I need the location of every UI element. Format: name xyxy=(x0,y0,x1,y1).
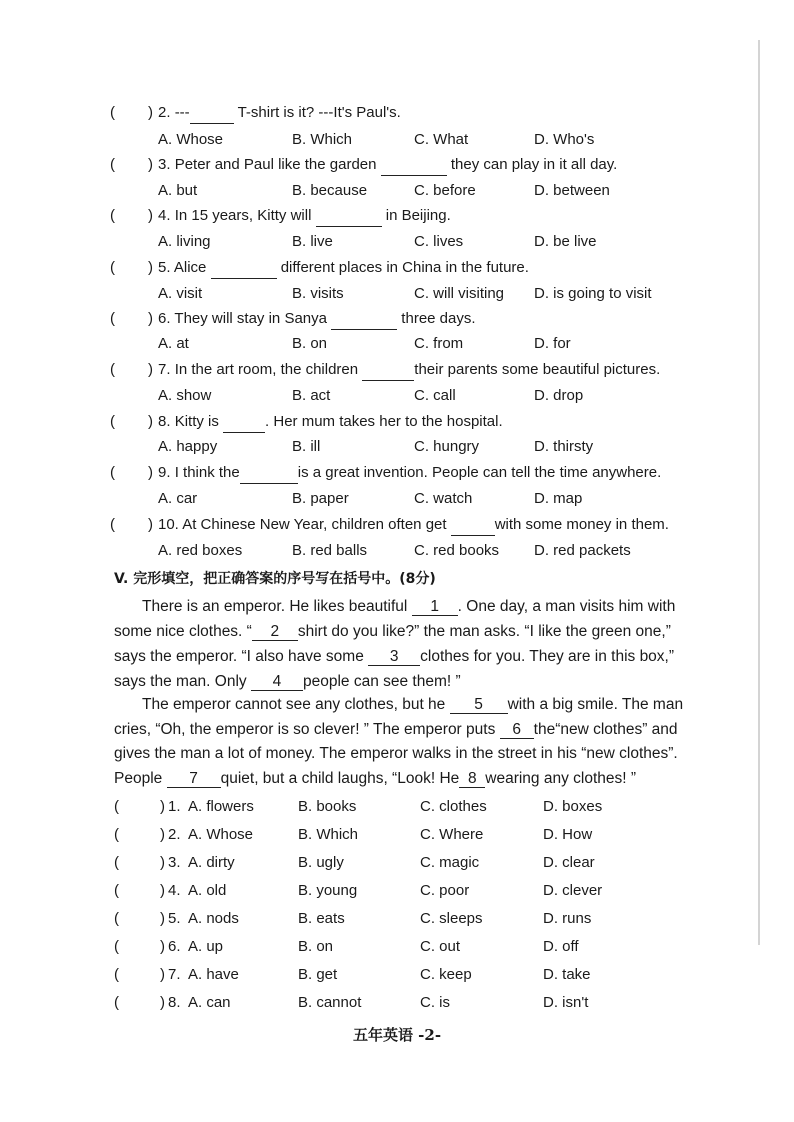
option-text: D. isn't xyxy=(543,994,589,1011)
passage-text: There is an emperor. He likes beautiful xyxy=(142,598,412,615)
stem-text: they can play in it all day. xyxy=(446,156,618,173)
passage-text: shirt do you like?” the man asks. “I like the green one,” xyxy=(297,623,671,640)
option-text: B. books xyxy=(298,798,357,815)
stem-text: different places in China in the future. xyxy=(276,259,529,276)
passage-text: people can see them! ” xyxy=(302,673,461,690)
options-row xyxy=(0,181,794,201)
option-text: D. clever xyxy=(543,882,603,899)
option-text: C. clothes xyxy=(420,798,487,815)
cloze-blank-number: 1 xyxy=(412,599,458,616)
answer-bracket-close: ) xyxy=(160,994,165,1011)
stem-text: I think the xyxy=(174,464,240,481)
cloze-question-row xyxy=(0,881,794,901)
option-text: D. thirsty xyxy=(534,438,594,455)
option-text: C. is xyxy=(420,994,450,1011)
question-number: 4. xyxy=(158,207,175,224)
cloze-question-row xyxy=(0,853,794,873)
option-text: A. nods xyxy=(188,910,239,927)
passage-text: gives the man a lot of money. The emperor walks in the street in his “new clothes”. xyxy=(114,745,678,762)
stem-text: . Her mum takes her to the hospital. xyxy=(265,413,503,430)
stem-text: Peter and Paul like the garden xyxy=(174,156,381,173)
options-row xyxy=(0,541,794,561)
option-text: B. Which xyxy=(292,131,353,148)
option-text: C. poor xyxy=(420,882,470,899)
cloze-question-row xyxy=(0,965,794,985)
answer-bracket-open[interactable]: ( xyxy=(114,938,119,955)
option-text: D. runs xyxy=(543,910,592,927)
options-row xyxy=(0,284,794,304)
stem-text: is a great invention. People can tell the time anywhere. xyxy=(297,464,662,481)
cloze-question-row xyxy=(0,993,794,1013)
option-text: D. map xyxy=(534,490,583,507)
question-number: 8. xyxy=(158,413,175,430)
passage-line xyxy=(114,621,671,643)
question-number: 6. xyxy=(158,310,175,327)
answer-blank xyxy=(451,515,495,536)
answer-bracket-open[interactable]: ( xyxy=(110,464,115,481)
cloze-question-row xyxy=(0,797,794,817)
cloze-blank-number: 5 xyxy=(450,697,508,714)
option-text: B. young xyxy=(298,882,358,899)
option-text: D. between xyxy=(534,182,610,199)
question-number: 3. xyxy=(158,156,175,173)
answer-bracket-open[interactable]: ( xyxy=(114,826,119,843)
option-text: D. is going to visit xyxy=(534,285,652,302)
question-stem xyxy=(158,463,661,484)
option-text: A. red boxes xyxy=(158,542,243,559)
question-stem xyxy=(158,309,476,330)
option-text: C. call xyxy=(414,387,456,404)
answer-bracket-close: ) xyxy=(148,207,153,224)
answer-blank xyxy=(190,103,234,124)
options-row xyxy=(0,130,794,150)
answer-bracket-close: ) xyxy=(148,259,153,276)
option-text: D. be live xyxy=(534,233,597,250)
question-row xyxy=(0,206,794,226)
question-stem xyxy=(158,155,617,176)
stem-text: In the art room, the children xyxy=(174,361,363,378)
question-number: 9. xyxy=(158,464,175,481)
question-number: 1. xyxy=(168,798,181,815)
options-row xyxy=(0,489,794,509)
question-row xyxy=(0,155,794,175)
passage-text: People xyxy=(114,770,167,787)
passage-line xyxy=(114,646,674,668)
option-text: B. cannot xyxy=(298,994,362,1011)
answer-bracket-open[interactable]: ( xyxy=(110,156,115,173)
option-text: C. before xyxy=(414,182,476,199)
option-text: B. paper xyxy=(292,490,349,507)
option-text: D. red packets xyxy=(534,542,631,559)
option-text: B. ill xyxy=(292,438,321,455)
option-text: D. for xyxy=(534,335,571,352)
stem-text: They will stay in Sanya xyxy=(174,310,332,327)
answer-bracket-open[interactable]: ( xyxy=(110,361,115,378)
passage-line xyxy=(114,768,636,790)
answer-blank xyxy=(223,412,265,433)
option-text: D. take xyxy=(543,966,591,983)
question-stem xyxy=(158,206,451,227)
answer-bracket-open[interactable]: ( xyxy=(110,413,115,430)
stem-text: --- xyxy=(174,104,190,121)
passage-line xyxy=(114,719,678,741)
option-text: B. ugly xyxy=(298,854,344,871)
question-number: 5. xyxy=(158,259,174,276)
question-row xyxy=(0,309,794,329)
option-text: C. will visiting xyxy=(414,285,505,302)
option-text: D. How xyxy=(543,826,593,843)
option-text: A. old xyxy=(188,882,227,899)
option-text: C. watch xyxy=(414,490,473,507)
cloze-blank-number: 2 xyxy=(252,624,298,641)
cloze-blank-number: 3 xyxy=(368,649,420,666)
option-text: A. Whose xyxy=(158,131,224,148)
passage-line xyxy=(142,694,683,716)
question-number: 7. xyxy=(158,361,175,378)
question-number: 2. xyxy=(158,104,175,121)
passage-text: with a big smile. The man xyxy=(507,696,684,713)
answer-bracket-open[interactable]: ( xyxy=(114,854,119,871)
option-text: A. show xyxy=(158,387,212,404)
question-stem xyxy=(158,360,660,381)
options-row xyxy=(0,232,794,252)
answer-bracket-close: ) xyxy=(148,413,153,430)
option-text: B. red balls xyxy=(292,542,368,559)
cloze-blank-number: 7 xyxy=(167,771,221,788)
question-number: 8. xyxy=(168,994,181,1011)
option-text: D. clear xyxy=(543,854,595,871)
stem-text: their parents some beautiful pictures. xyxy=(414,361,661,378)
answer-bracket-close: ) xyxy=(148,464,153,481)
cloze-question-row xyxy=(0,937,794,957)
option-text: C. What xyxy=(414,131,469,148)
answer-bracket-open[interactable]: ( xyxy=(110,104,115,121)
option-text: A. car xyxy=(158,490,198,507)
question-row xyxy=(0,412,794,432)
answer-bracket-close: ) xyxy=(160,826,165,843)
option-text: D. drop xyxy=(534,387,584,404)
question-number: 2. xyxy=(168,826,181,843)
cloze-question-row xyxy=(0,825,794,845)
option-text: B. visits xyxy=(292,285,344,302)
answer-bracket-close: ) xyxy=(160,910,165,927)
question-number: 5. xyxy=(168,910,181,927)
question-row xyxy=(0,258,794,278)
answer-bracket-open[interactable]: ( xyxy=(110,310,115,327)
question-number: 4. xyxy=(168,882,181,899)
passage-text: cries, “Oh, the emperor is so clever! ” The emperor puts xyxy=(114,721,500,738)
answer-bracket-open[interactable]: ( xyxy=(110,207,115,224)
question-number: 10. xyxy=(158,516,183,533)
passage-text: wearing any clothes! ” xyxy=(485,770,637,787)
answer-blank xyxy=(331,309,397,330)
option-text: B. on xyxy=(298,938,334,955)
answer-blank xyxy=(240,463,298,484)
answer-blank xyxy=(211,258,277,279)
option-text: C. keep xyxy=(420,966,472,983)
stem-text: with some money in them. xyxy=(494,516,669,533)
stem-text: At Chinese New Year, children often get xyxy=(182,516,451,533)
cloze-question-row xyxy=(0,909,794,929)
answer-bracket-close: ) xyxy=(160,966,165,983)
question-number: 3. xyxy=(168,854,181,871)
question-stem xyxy=(158,412,503,433)
stem-text: Kitty is xyxy=(174,413,224,430)
options-row xyxy=(0,437,794,457)
question-row xyxy=(0,103,794,123)
passage-text: quiet, but a child laughs, “Look! He xyxy=(220,770,460,787)
stem-text: Alice xyxy=(173,259,211,276)
answer-blank xyxy=(316,206,382,227)
stem-text: T-shirt is it? ---It's Paul's. xyxy=(233,104,401,121)
question-stem xyxy=(158,258,529,279)
option-text: A. Whose xyxy=(188,826,254,843)
passage-text: says the man. Only xyxy=(114,673,251,690)
cloze-blank-number: 8 xyxy=(459,771,485,788)
passage-line xyxy=(142,596,675,618)
passage-text: some nice clothes. “ xyxy=(114,623,252,640)
option-text: D. Who's xyxy=(534,131,595,148)
stem-text: three days. xyxy=(397,310,476,327)
option-text: C. magic xyxy=(420,854,480,871)
answer-blank xyxy=(381,155,447,176)
option-text: B. on xyxy=(292,335,328,352)
option-text: C. lives xyxy=(414,233,464,250)
option-text: C. hungry xyxy=(414,438,480,455)
option-text: D. off xyxy=(543,938,579,955)
question-number: 7. xyxy=(168,966,181,983)
option-text: B. get xyxy=(298,966,338,983)
option-text: C. from xyxy=(414,335,464,352)
answer-blank xyxy=(362,360,414,381)
answer-bracket-close: ) xyxy=(160,798,165,815)
passage-text: . One day, a man visits him with xyxy=(457,598,676,615)
answer-bracket-open[interactable]: ( xyxy=(110,259,115,276)
option-text: B. Which xyxy=(298,826,359,843)
passage-text: clothes for you. They are in this box,” xyxy=(420,648,675,665)
cloze-blank-number: 6 xyxy=(500,722,534,739)
stem-text: in Beijing. xyxy=(381,207,451,224)
passage-text: the“new clothes” and xyxy=(533,721,678,738)
answer-bracket-open[interactable]: ( xyxy=(110,516,115,533)
passage-line xyxy=(114,671,461,693)
answer-bracket-close: ) xyxy=(148,361,153,378)
answer-bracket-close: ) xyxy=(160,854,165,871)
option-text: D. boxes xyxy=(543,798,603,815)
answer-bracket-open[interactable]: ( xyxy=(114,910,119,927)
answer-bracket-open[interactable]: ( xyxy=(114,966,119,983)
options-row xyxy=(0,334,794,354)
option-text: A. living xyxy=(158,233,211,250)
option-text: A. dirty xyxy=(188,854,235,871)
answer-bracket-close: ) xyxy=(148,516,153,533)
answer-bracket-close: ) xyxy=(148,104,153,121)
option-text: A. at xyxy=(158,335,189,352)
answer-bracket-open[interactable]: ( xyxy=(114,994,119,1011)
options-row xyxy=(0,386,794,406)
option-text: C. Where xyxy=(420,826,484,843)
question-row xyxy=(0,463,794,483)
option-text: B. live xyxy=(292,233,333,250)
answer-bracket-open[interactable]: ( xyxy=(114,882,119,899)
question-stem xyxy=(158,103,401,124)
option-text: C. sleeps xyxy=(420,910,483,927)
answer-bracket-close: ) xyxy=(160,938,165,955)
answer-bracket-close: ) xyxy=(160,882,165,899)
option-text: B. eats xyxy=(298,910,345,927)
answer-bracket-open[interactable]: ( xyxy=(114,798,119,815)
section-title: V. 完形填空，把正确答案的序号写在括号中。(8分) xyxy=(114,571,436,587)
option-text: B. act xyxy=(292,387,331,404)
question-row xyxy=(0,515,794,535)
question-row xyxy=(0,360,794,380)
option-text: A. up xyxy=(188,938,224,955)
option-text: A. but xyxy=(158,182,198,199)
option-text: A. happy xyxy=(158,438,218,455)
passage-line xyxy=(114,743,678,765)
question-number: 6. xyxy=(168,938,181,955)
page-footer: 五年英语 -2- xyxy=(352,1026,442,1044)
stem-text: In 15 years, Kitty will xyxy=(174,207,316,224)
option-text: A. flowers xyxy=(188,798,254,815)
option-text: C. red books xyxy=(414,542,500,559)
answer-bracket-close: ) xyxy=(148,156,153,173)
option-text: C. out xyxy=(420,938,461,955)
option-text: B. because xyxy=(292,182,368,199)
passage-text: says the emperor. “I also have some xyxy=(114,648,369,665)
option-text: A. can xyxy=(188,994,231,1011)
option-text: A. visit xyxy=(158,285,203,302)
answer-bracket-close: ) xyxy=(148,310,153,327)
passage-text: The emperor cannot see any clothes, but he xyxy=(142,696,450,713)
option-text: A. have xyxy=(188,966,239,983)
cloze-blank-number: 4 xyxy=(251,674,303,691)
question-stem xyxy=(158,515,669,536)
